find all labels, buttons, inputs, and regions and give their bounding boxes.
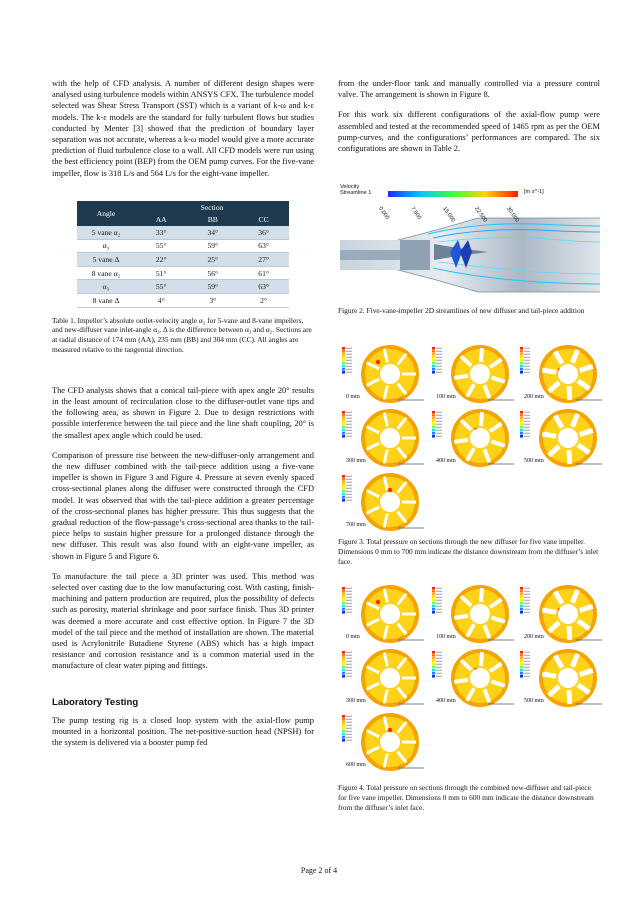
page-footer: Page 2 of 4 <box>300 866 338 875</box>
paragraph-cfd-intro: with the help of CFD analysis. A number of different design shapes were analysed using turbulence models within ANSYS CFX. The turbulence model selected was Shear Stress Transport (SST) which is a variant of k-ω and k-ε models. The k-ε models are the standard for fully turbulent flows but studies conducted by Menter [3] showed that the prediction of boundary layer separation was not accurate, whereas a k-ω model would give a more accurate prediction of fluid turbulence close to a wall. All CFD models were run using the best efficiency point (BEP) from the OEM pump curves. For the five-vane impeller, flow is 318 L/s and 564 L/s for the eight-vane impeller. <box>52 79 314 178</box>
paragraph-tail-piece: The CFD analysis shows that a conical tail-piece with apex angle 20° results in the least amount of recirculation close to the diffuser-outlet vane tips and the following area, as shown in Figure 2. Due to design restrictions with possible interference between the tail piece and the line shaft coupling, 20° is the smallest apex angle which could be used. <box>52 385 314 440</box>
paragraph-pressure-comparison: Comparison of pressure rise between the new-diffuser-only arrangement and the new diffuser combined with the tail-piece addition using a five-vane impeller is shown in Figure 3 and Figure 4. Pressure at seven evenly spaced cross-sectional planes along the diffuser were constructed through the CFD model. It was observed that with the tail-piece addition a greater percentage of the cross-sectional planes has higher pressure. This thus suggests that the gradual reduction of the flow-passage’s cross-sectional area thanks to the tail-piece helps to sustain higher pressure for a prolonged distance through the new diffuser. This result was also found with an eight-vane impeller, as shown in Figure 5 and Figure 6. <box>52 450 314 561</box>
table-cell: 59° <box>187 239 238 253</box>
pressure-map-label: 200 mm <box>524 634 544 640</box>
table-cell: 61° <box>238 266 289 280</box>
table-caption: Table 1. Impeller’s absolute outlet-velocity angle α₂ for 5-vane and 8-vane impellers, and new-diffuser vane inlet-angle α₃. Δ is the difference between α₃ and α₂. Sections are at radial distance of 174 mm (AA), 235 mm (BB) and 304 mm (CC). All angles are measured relative to the tangential direction. <box>52 315 312 354</box>
table-cell: 56° <box>187 266 238 280</box>
table-cell: α₃ <box>77 239 135 253</box>
paragraph-configurations: For this work six different configurations of the axial-flow pump were assembled and tested at the recommended speed of 1465 rpm as per the OEM pump-curves, and the configurations’ performances are compared. The six configurations are shown in Table 2. <box>338 110 600 154</box>
table-col-bb: BB <box>187 213 238 226</box>
pressure-map-label: 300 mm <box>346 458 366 464</box>
table-cell: 8 vane α₂ <box>77 266 135 280</box>
table-cell: 25° <box>187 253 238 267</box>
figure-2-streamlines <box>338 182 600 302</box>
table-row <box>77 226 289 239</box>
pressure-map-label: 300 mm <box>346 698 366 704</box>
velocity-tick: 0.000 <box>377 206 391 221</box>
pressure-map-label: 400 mm <box>436 458 456 464</box>
pressure-map-label: 200 mm <box>524 394 544 400</box>
figure-4-caption: Figure 4. Total pressure on sections through the combined new-diffuser and tail-piece for five vane impeller. Dimensions 0 mm to 600 mm indicate the distance downstream from the diffuser’s inlet face. <box>338 783 594 812</box>
table-cell: 4° <box>135 293 187 307</box>
velocity-tick: 22.500 <box>473 206 488 224</box>
velocity-legend-unit: [m s^-1] <box>524 189 544 195</box>
table-cell: 63° <box>238 280 289 294</box>
table-cell: 2° <box>238 293 289 307</box>
table-col-cc: CC <box>238 213 289 226</box>
table-row <box>77 266 289 280</box>
left-column <box>52 78 314 757</box>
table-cell: 51° <box>135 266 187 280</box>
table-cell: 3° <box>187 293 238 307</box>
table-cell: α₃ <box>77 280 135 294</box>
table-cell: 63° <box>238 239 289 253</box>
pressure-map-label: 500 mm <box>524 458 544 464</box>
table-cell: 55° <box>135 280 187 294</box>
table-cell: 33° <box>135 226 187 239</box>
table-cell: 27° <box>238 253 289 267</box>
table-cell: 22° <box>135 253 187 267</box>
figure-4-pressure-maps <box>338 584 608 776</box>
velocity-tick: 15.000 <box>441 206 456 224</box>
figure-3-caption: Figure 3. Total pressure on sections through the new diffuser for five vane impeller. Dimensions 0 mm to 700 mm indicate the distance downstream from the diffuser’s inlet face. <box>338 537 599 566</box>
figure-2-caption: Figure 2. Five-vane-impeller 2D streamlines of new diffuser and tail-piece addition <box>338 306 585 315</box>
paragraph-pressure-valve: from the under-floor tank and manually controlled via a pressure control valve. The arrangement is shown in Figure 8. <box>338 79 600 100</box>
velocity-legend-bar <box>388 191 518 197</box>
pressure-map-label: 0 mm <box>346 394 360 400</box>
section-heading-lab-testing: Laboratory Testing <box>52 696 139 708</box>
table-row <box>77 280 289 294</box>
table-cell: 55° <box>135 239 187 253</box>
table-cell: 8 vane Δ <box>77 293 135 307</box>
velocity-tick: 7.500 <box>409 206 423 221</box>
table-row <box>77 253 289 267</box>
table-header-section: Section <box>135 201 289 214</box>
table-row <box>77 239 289 253</box>
velocity-legend-title: Velocity <box>340 184 360 190</box>
figure-3-pressure-maps <box>338 344 608 530</box>
table-header-angle: Angle <box>77 201 135 226</box>
pressure-map-label: 100 mm <box>436 394 456 400</box>
angle-table <box>77 201 289 308</box>
pressure-map-label: 500 mm <box>524 698 544 704</box>
velocity-legend-sub: Streamline 1 <box>340 190 372 196</box>
velocity-tick: 30.000 <box>505 206 520 224</box>
table-col-aa: AA <box>135 213 187 226</box>
paragraph-lab-testing: The pump testing rig is a closed loop system with the axial-flow pump mounted in a horizontal position. The net-positive-suction head (NPSH) for the system is delivered via a booster pump fed <box>52 715 314 748</box>
pressure-map-label: 100 mm <box>436 634 456 640</box>
right-column <box>338 78 600 163</box>
table-cell: 5 vane α₂ <box>77 226 135 239</box>
pressure-map-label: 600 mm <box>346 762 366 768</box>
pressure-map-label: 400 mm <box>436 698 456 704</box>
paragraph-manufacture: To manufacture the tail piece a 3D printer was used. This method was selected over casting due to the low manufacturing cost. With casting, finish-machining and pattern production are required, plus the possibility of defects such as porosity, material shrinkage and poor surface finish. Thus 3D printer was deemed a more accurate and cost effective option. In Figure 7 the 3D model of the tail piece and the method of installation are shown. The material used is Acrylonitrile Butadiene Styrene (ABS) which has a high impact resistance and corrosion resistance and is a common material used in the manufacture of clear water piping and fittings. <box>52 571 314 671</box>
pressure-map-label: 700 mm <box>346 522 366 528</box>
table-cell: 59° <box>187 280 238 294</box>
pressure-map-label: 0 mm <box>346 634 360 640</box>
table-cell: 36° <box>238 226 289 239</box>
table-cell: 34° <box>187 226 238 239</box>
table-cell: 5 vane Δ <box>77 253 135 267</box>
table-row <box>77 293 289 307</box>
streamline-image <box>338 182 600 302</box>
